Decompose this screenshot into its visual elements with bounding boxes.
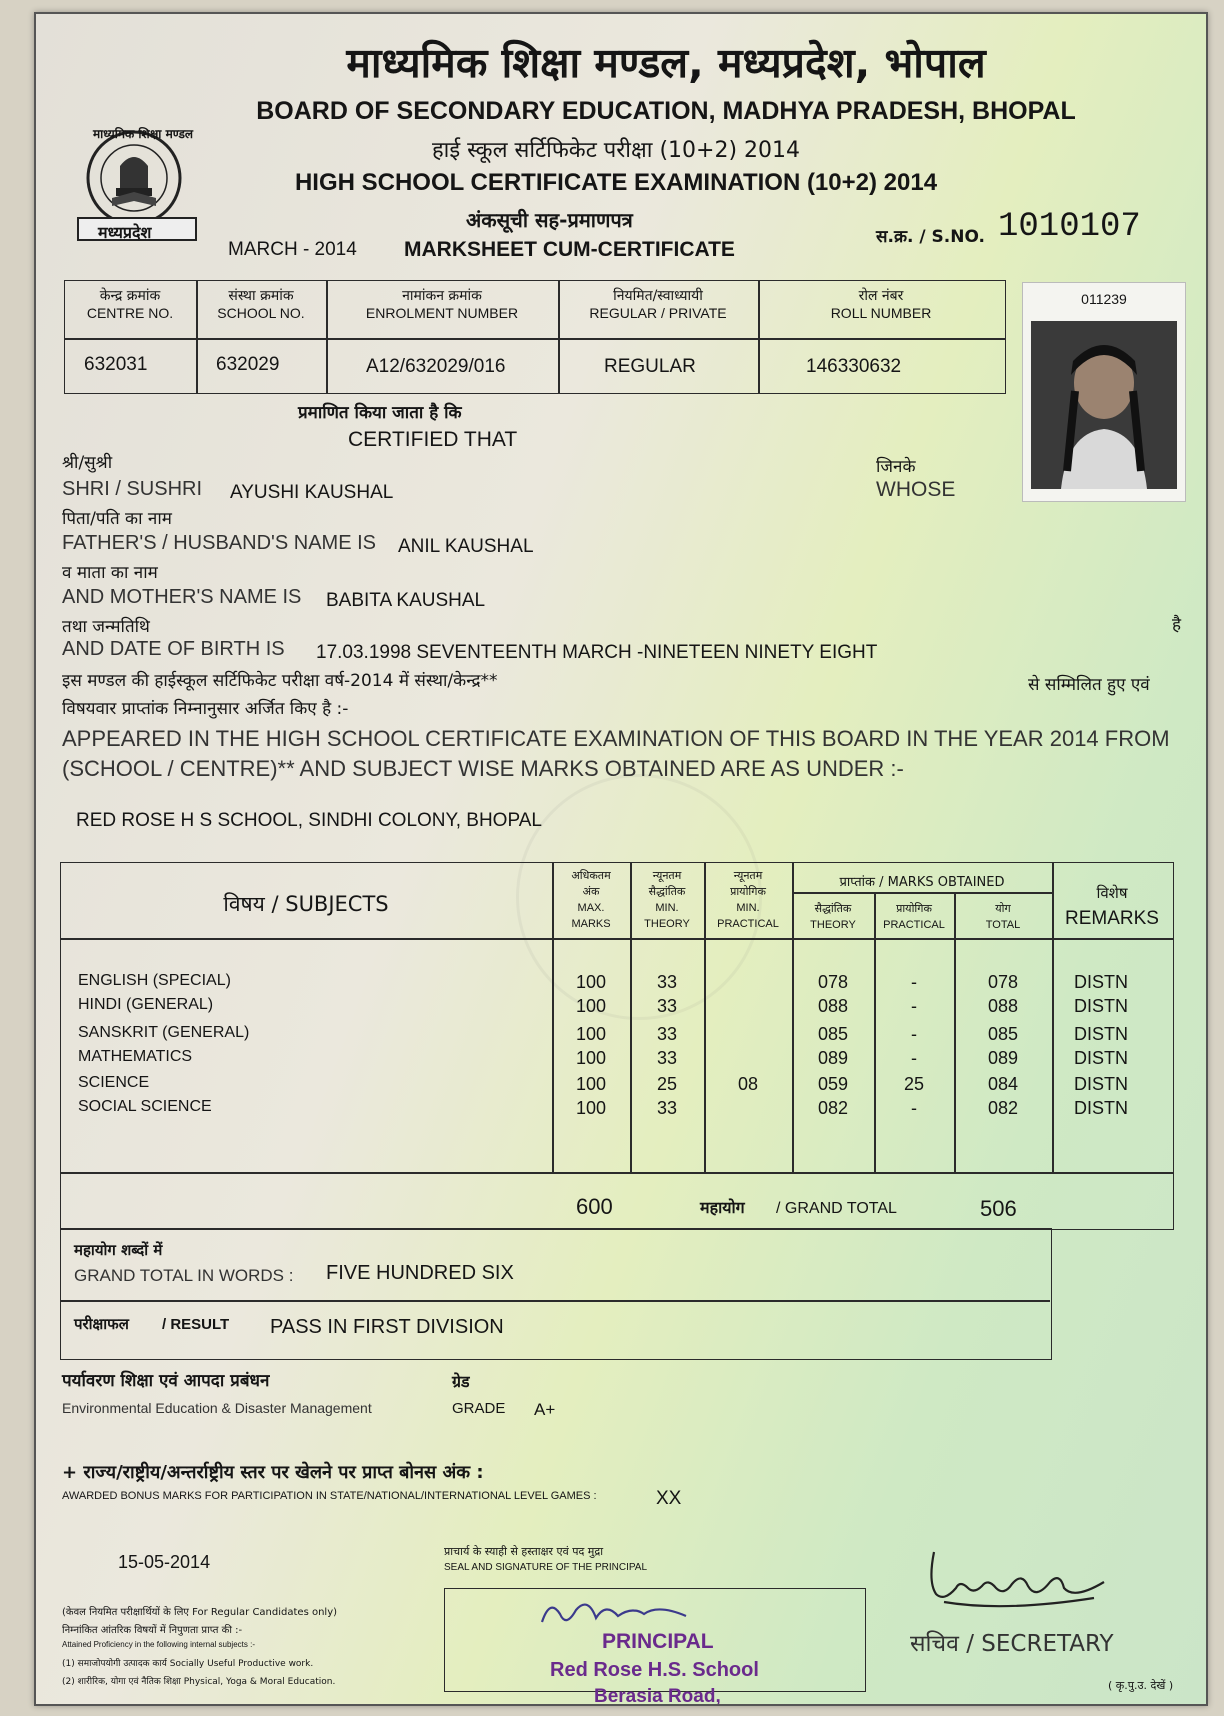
student-photo-frame (1022, 282, 1186, 502)
cell-theory: 078 (817, 972, 849, 992)
appeared-english-line1: APPEARED IN THE HIGH SCHOOL CERTIFICATE EXAMINATION OF THIS BOARD IN THE YEAR 2014 FROM (62, 726, 1170, 751)
cell-subject: SCIENCE (78, 1074, 150, 1091)
secretary-label: सचिव / SECRETARY (910, 1631, 1114, 1657)
cell-min-th: 33 (656, 996, 678, 1016)
student-name: AYUSHI KAUSHAL (230, 482, 394, 503)
cell-total: 084 (987, 1074, 1019, 1094)
principal-signature (536, 1592, 716, 1632)
cell-remarks: DISTN (1074, 1024, 1128, 1044)
theory-header: सैद्धांतिक THEORY (810, 902, 856, 931)
exam-session: MARCH - 2014 (228, 239, 357, 260)
cell-total: 089 (987, 1048, 1019, 1068)
form-note: ( कृ.पु.उ. देखें ) (1108, 1679, 1174, 1692)
cell-subject: SANSKRIT (GENERAL) (78, 1024, 250, 1041)
practical-header: प्रायोगिक PRACTICAL (883, 902, 945, 931)
document-title-hindi: अंकसूची सह-प्रमाणपत्र (466, 208, 633, 232)
cell-min-th: 25 (656, 1074, 678, 1094)
subject-row (60, 972, 1172, 996)
father-label-hindi: पिता/पति का नाम (62, 509, 172, 529)
cell-min-th: 33 (656, 1024, 678, 1044)
cell-subject: MATHEMATICS (78, 1048, 193, 1065)
cell-total: 088 (987, 996, 1019, 1016)
cell-total: 082 (987, 1098, 1019, 1118)
dob-hindi-suffix: है (1172, 615, 1182, 635)
id-col-centre: केन्द्र क्रमांक CENTRE NO. (86, 288, 174, 321)
father-name: ANIL KAUSHAL (398, 536, 534, 557)
subjects-header: विषय / SUBJECTS (223, 892, 389, 916)
cell-theory: 085 (817, 1024, 849, 1044)
result-value: PASS IN FIRST DIVISION (270, 1316, 504, 1338)
appeared-hindi-suffix: से सम्मिलित हुए एवं (1028, 675, 1150, 695)
cell-practical: - (911, 1048, 917, 1068)
min-practical-header: न्यूनतम प्रायोगिक MIN. PRACTICAL (717, 869, 779, 930)
cell-practical: - (911, 1098, 917, 1118)
note-line3: Attained Proficiency in the following internal subjects :- (62, 1640, 255, 1649)
dob-label: AND DATE OF BIRTH IS (62, 638, 285, 660)
secretary-signature (924, 1542, 1124, 1614)
env-label: Environmental Education & Disaster Management (62, 1400, 372, 1416)
mother-label-hindi: व माता का नाम (62, 563, 158, 583)
cell-remarks: DISTN (1074, 1048, 1128, 1068)
id-col-school: संस्था क्रमांक SCHOOL NO. (217, 288, 305, 321)
principal-stamp-school: Red Rose H.S. School (550, 1659, 759, 1681)
cell-max: 100 (575, 1098, 607, 1118)
subject-row (60, 1024, 1172, 1048)
note-line5: (2) शारीरिक, योगा एवं नैतिक शिक्षा Physical, Yoga & Moral Education. (62, 1677, 336, 1687)
cell-min-th: 33 (656, 972, 678, 992)
grade-label-hindi: ग्रेड (452, 1372, 470, 1391)
name-label: SHRI / SUSHRI (62, 478, 203, 500)
board-title-hindi: माध्यमिक शिक्षा मण्डल, मध्यप्रदेश, भोपाल (346, 39, 986, 87)
centre-no-value: 632031 (84, 354, 148, 375)
cell-practical: - (911, 972, 917, 992)
principal-seal-english: SEAL AND SIGNATURE OF THE PRINCIPAL (444, 1562, 648, 1573)
whose-english: WHOSE (876, 478, 956, 501)
dob-label-hindi: तथा जन्मतिथि (62, 617, 150, 637)
id-col-roll: रोल नंबर ROLL NUMBER (830, 288, 932, 321)
subject-row (60, 996, 1172, 1020)
cell-total: 078 (987, 972, 1019, 992)
photo-number: 011239 (1081, 291, 1127, 307)
marks-rows (60, 972, 1172, 1172)
exam-title-english: HIGH SCHOOL CERTIFICATE EXAMINATION (10+2) 2014 (294, 169, 938, 196)
principal-stamp-road: Berasia Road, (594, 1686, 721, 1706)
cell-remarks: DISTN (1074, 996, 1128, 1016)
appeared-english-line2: (SCHOOL / CENTRE)** AND SUBJECT WISE MARKS OBTAINED ARE AS UNDER :- (62, 756, 904, 781)
bonus-label-hindi: + राज्य/राष्ट्रीय/अन्तर्राष्ट्रीय स्तर पर खेलने पर प्राप्त बोनस अंक : (62, 1462, 484, 1483)
note-line4: (1) समाजोपयोगी उत्पादक कार्य Socially Useful Productive work. (62, 1659, 314, 1669)
subject-row (60, 1048, 1172, 1072)
subject-row (60, 1098, 1172, 1122)
enrolment-value: A12/632029/016 (366, 356, 506, 377)
cell-remarks: DISTN (1074, 1074, 1128, 1094)
serial-number-value: 1010107 (998, 208, 1141, 246)
seal-text-bottom: मध्यप्रदेश (98, 223, 152, 242)
grade-value: A+ (534, 1400, 556, 1419)
cell-remarks: DISTN (1074, 972, 1128, 992)
subject-row (60, 1074, 1172, 1098)
appeared-hindi-line1: इस मण्डल की हाईस्कूल सर्टिफिकेट परीक्षा वर्ष-2014 में संस्था/केन्द्र** (62, 671, 498, 691)
total-header: योग TOTAL (985, 902, 1021, 931)
issue-date: 15-05-2014 (118, 1552, 211, 1572)
cell-total: 085 (987, 1024, 1019, 1044)
school-name: RED ROSE H S SCHOOL, SINDHI COLONY, BHOPAL (76, 810, 542, 831)
serial-number-label: स.क्र. / S.NO. (876, 227, 985, 247)
max-total: 600 (576, 1194, 613, 1219)
school-no-value: 632029 (216, 354, 280, 375)
bonus-value: XX (656, 1488, 682, 1509)
mother-label: AND MOTHER'S NAME IS (62, 586, 302, 608)
cell-max: 100 (575, 1074, 607, 1094)
cell-practical: 25 (903, 1074, 925, 1094)
cell-remarks: DISTN (1074, 1098, 1128, 1118)
id-col-regular: नियमित/स्वाध्यायी REGULAR / PRIVATE (589, 288, 727, 321)
mother-name: BABITA KAUSHAL (326, 590, 486, 611)
cell-min-th: 33 (656, 1048, 678, 1068)
certified-english: CERTIFIED THAT (348, 428, 518, 451)
cell-subject: SOCIAL SCIENCE (78, 1098, 212, 1115)
id-col-enrolment: नामांकन क्रमांक ENROLMENT NUMBER (365, 288, 519, 321)
note-line2: निम्नांकित आंतरिक विषयों में निपुणता प्राप्त की :- (62, 1625, 243, 1636)
appeared-hindi-line2: विषयवार प्राप्तांक निम्नानुसार अर्जित किए है :- (62, 699, 349, 719)
roll-number-value: 146330632 (806, 356, 902, 377)
result-box (60, 1228, 1052, 1360)
cell-max: 100 (575, 1024, 607, 1044)
remarks-header: विशेष REMARKS (1065, 884, 1159, 929)
principal-stamp-title: PRINCIPAL (602, 1630, 714, 1653)
seal-text-top: माध्यमिक शिक्षा मण्डल (93, 127, 194, 141)
cell-subject: HINDI (GENERAL) (78, 996, 214, 1013)
cell-subject: ENGLISH (SPECIAL) (78, 972, 231, 989)
env-label-hindi: पर्यावरण शिक्षा एवं आपदा प्रबंधन (62, 1371, 270, 1391)
cell-min-pr: 08 (737, 1074, 759, 1094)
words-label: GRAND TOTAL IN WORDS : (74, 1266, 294, 1285)
cell-max: 100 (575, 1048, 607, 1068)
marks-obtained-header: प्राप्तांक / MARKS OBTAINED (839, 875, 1005, 890)
principal-seal-hindi: प्राचार्य के स्याही से हस्ताक्षर एवं पद मुद्रा (444, 1545, 604, 1558)
max-marks-header: अधिकतम अंक MAX. MARKS (571, 869, 611, 930)
bonus-label: AWARDED BONUS MARKS FOR PARTICIPATION IN STATE/NATIONAL/INTERNATIONAL LEVEL GAMES : (62, 1490, 597, 1502)
note-line1: (केवल नियमित परीक्षार्थियों के लिए For Regular Candidates only) (62, 1607, 338, 1618)
cell-practical: - (911, 996, 917, 1016)
cell-theory: 059 (817, 1074, 849, 1094)
result-label-hindi: परीक्षाफल (74, 1315, 129, 1333)
cell-min-th: 33 (656, 1098, 678, 1118)
marksheet-document (34, 12, 1208, 1706)
grand-total-value: 506 (980, 1196, 1017, 1221)
certified-hindi: प्रमाणित किया जाता है कि (298, 403, 462, 423)
dob-value: 17.03.1998 SEVENTEENTH MARCH -NINETEEN NINETY EIGHT (316, 642, 878, 663)
name-label-hindi: श्री/सुश्री (62, 453, 113, 473)
cell-max: 100 (575, 996, 607, 1016)
cell-theory: 089 (817, 1048, 849, 1068)
grand-total-label: / GRAND TOTAL (776, 1200, 897, 1217)
cell-practical: - (911, 1024, 917, 1044)
result-label: / RESULT (162, 1316, 230, 1333)
cell-max: 100 (575, 972, 607, 992)
document-title-english: MARKSHEET CUM-CERTIFICATE (404, 238, 735, 261)
father-label: FATHER'S / HUSBAND'S NAME IS (62, 532, 376, 554)
whose-hindi: जिनके (876, 457, 916, 477)
cell-theory: 088 (817, 996, 849, 1016)
board-title-english: BOARD OF SECONDARY EDUCATION, MADHYA PRADESH, BHOPAL (256, 97, 1076, 125)
grade-label: GRADE (452, 1400, 506, 1417)
regular-private-value: REGULAR (604, 356, 696, 377)
grand-total-label-hindi: महायोग (700, 1198, 745, 1217)
student-photo (1031, 321, 1177, 489)
cell-theory: 082 (817, 1098, 849, 1118)
words-label-hindi: महायोग शब्दों में (74, 1241, 163, 1259)
exam-title-hindi: हाई स्कूल सर्टिफिकेट परीक्षा (10+2) 2014 (431, 138, 801, 163)
min-theory-header: न्यूनतम सैद्धांतिक MIN. THEORY (644, 869, 690, 930)
grand-total-words: FIVE HUNDRED SIX (326, 1262, 514, 1284)
